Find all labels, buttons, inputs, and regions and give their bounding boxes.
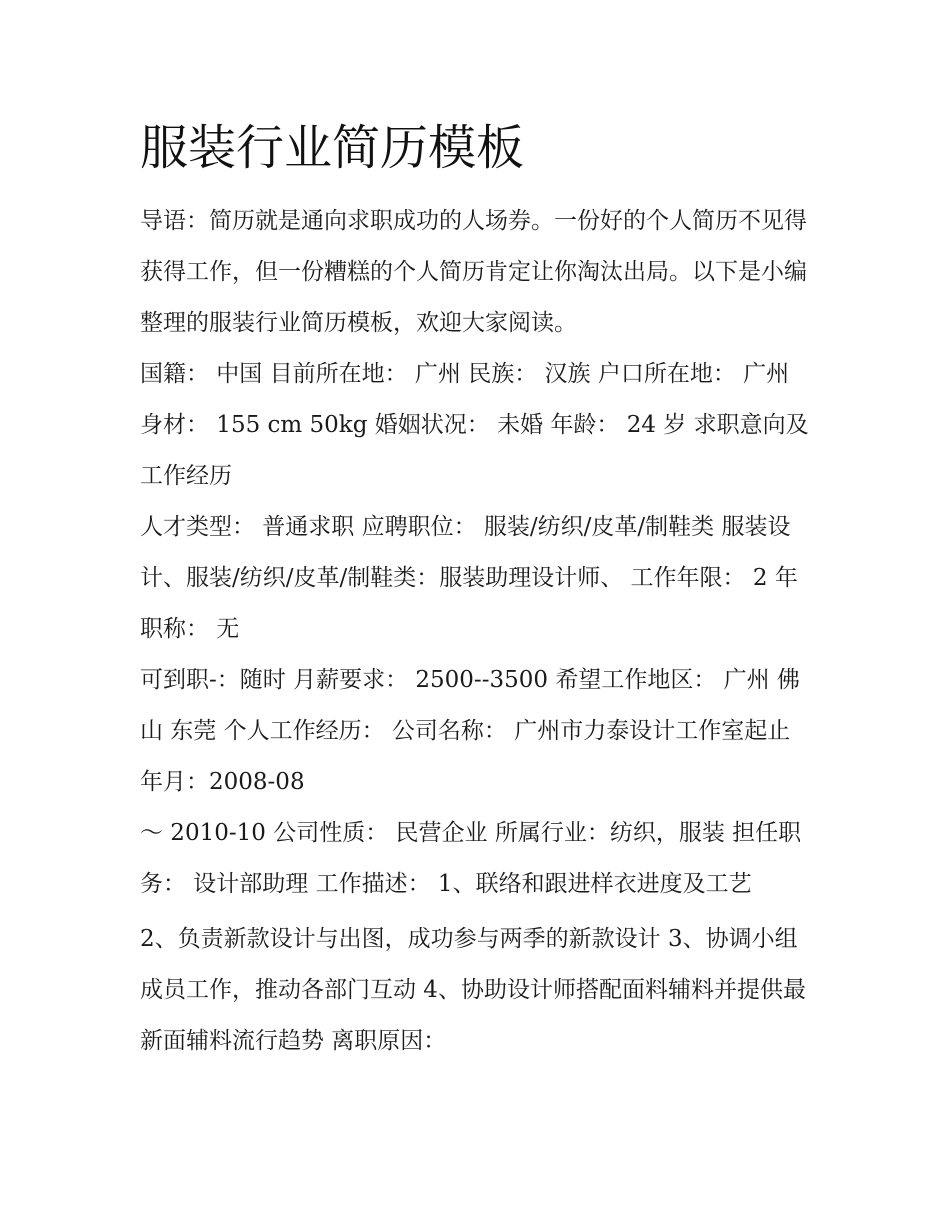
- company-details-paragraph: ～ 2010-10 公司性质： 民营企业 所属行业：纺织，服装 担任职务： 设计部助理 工作描述： 1、联络和跟进样衣进度及工艺: [140, 820, 802, 897]
- personal-info-paragraph: 国籍： 中国 目前所在地： 广州 民族： 汉族 户口所在地： 广州 身材： 155 cm 50kg 婚姻状况： 未婚 年龄： 24 岁 求职意向及工作经历: [140, 361, 809, 489]
- document-title: 服装行业简历模板: [140, 120, 525, 176]
- availability-paragraph: 可到职-：随时 月薪要求： 2500--3500 希望工作地区： 广州 佛山 东莞 个人工作经历： 公司名称： 广州市力泰设计工作室起止年月：2008-08: [140, 667, 800, 795]
- duties-paragraph: 2、负责新款设计与出图，成功参与两季的新款设计 3、协调小组成员工作，推动各部门互动 4、协助设计师搭配面料辅料并提供最新面辅料流行趋势 离职原因：: [140, 926, 806, 1054]
- document-body: [140, 196, 812, 1067]
- intro-paragraph: 导语：简历就是通向求职成功的人场券。一份好的个人简历不见得获得工作，但一份糟糕的个人简历肯定让你淘汰出局。以下是小编整理的服装行业简历模板，欢迎大家阅读。: [140, 208, 807, 336]
- job-intention-paragraph: 人才类型： 普通求职 应聘职位： 服装/纺织/皮革/制鞋类 服装设计、服装/纺织/皮革/制鞋类：服装助理设计师、 工作年限： 2 年 职称： 无: [140, 514, 798, 642]
